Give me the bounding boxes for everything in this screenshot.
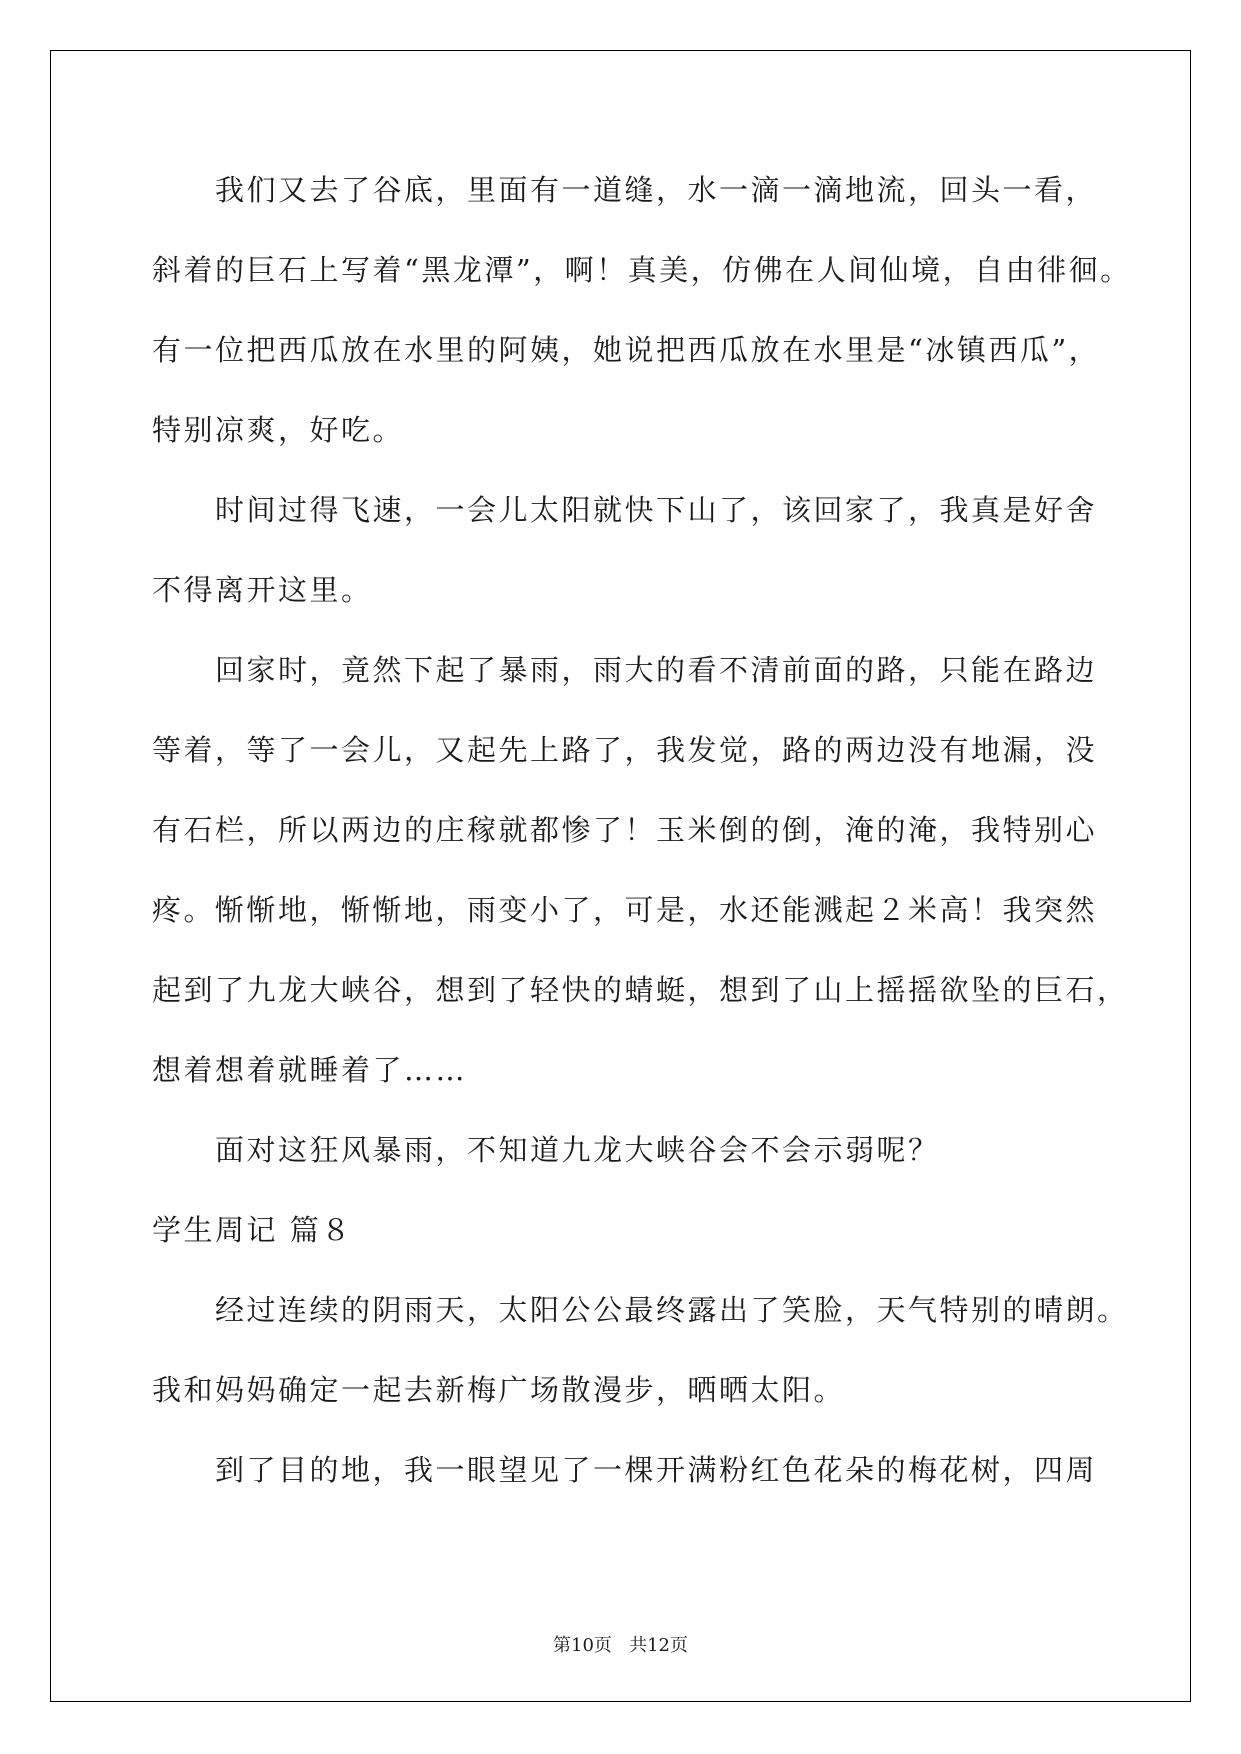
document-body xyxy=(152,150,1132,1510)
paragraph-line: 疼。惭惭地，惭惭地，雨变小了，可是，水还能溅起２米高！我突然 xyxy=(152,893,1098,927)
paragraph-line: 有一位把西瓜放在水里的阿姨，她说把西瓜放在水里是“冰镇西瓜”， xyxy=(152,333,1101,367)
paragraph-line: 起到了九龙大峡谷，想到了轻快的蜻蜓，想到了山上摇摇欲坠的巨石， xyxy=(152,973,1129,1007)
paragraph-line: 斜着的巨石上写着“黑龙潭”，啊！真美，仿佛在人间仙境，自由徘徊。 xyxy=(152,253,1132,287)
page-number: 第10页 xyxy=(553,1635,612,1656)
paragraph-line: 想着想着就睡着了…… xyxy=(152,1053,468,1087)
page-footer xyxy=(0,1634,1241,1658)
paragraph-line: 特别凉爽，好吃。 xyxy=(152,413,405,447)
paragraph-line: 经过连续的阴雨天，太阳公公最终露出了笑脸，天气特别的晴朗。 xyxy=(215,1293,1129,1327)
paragraph-line: 我们又去了谷底，里面有一道缝，水一滴一滴地流，回头一看， xyxy=(215,173,1098,207)
paragraph-line: 到了目的地，我一眼望见了一棵开满粉红色花朵的梅花树，四周 xyxy=(215,1453,1098,1487)
paragraph-line: 时间过得飞速，一会儿太阳就快下山了，该回家了，我真是好舍 xyxy=(215,493,1098,527)
paragraph-line: 回家时，竟然下起了暴雨，雨大的看不清前面的路，只能在路边 xyxy=(215,653,1098,687)
paragraph-line: 我和妈妈确定一起去新梅广场散漫步，晒晒太阳。 xyxy=(152,1373,846,1407)
section-heading: 学生周记 篇８ xyxy=(152,1213,353,1247)
paragraph-line: 不得离开这里。 xyxy=(152,573,373,607)
paragraph-line: 面对这狂风暴雨，不知道九龙大峡谷会不会示弱呢？ xyxy=(215,1133,940,1167)
paragraph-line: 等着，等了一会儿，又起先上路了，我发觉，路的两边没有地漏，没 xyxy=(152,733,1098,767)
paragraph-line: 有石栏，所以两边的庄稼就都惨了！玉米倒的倒，淹的淹，我特别心 xyxy=(152,813,1098,847)
page-total: 共12页 xyxy=(629,1635,688,1656)
